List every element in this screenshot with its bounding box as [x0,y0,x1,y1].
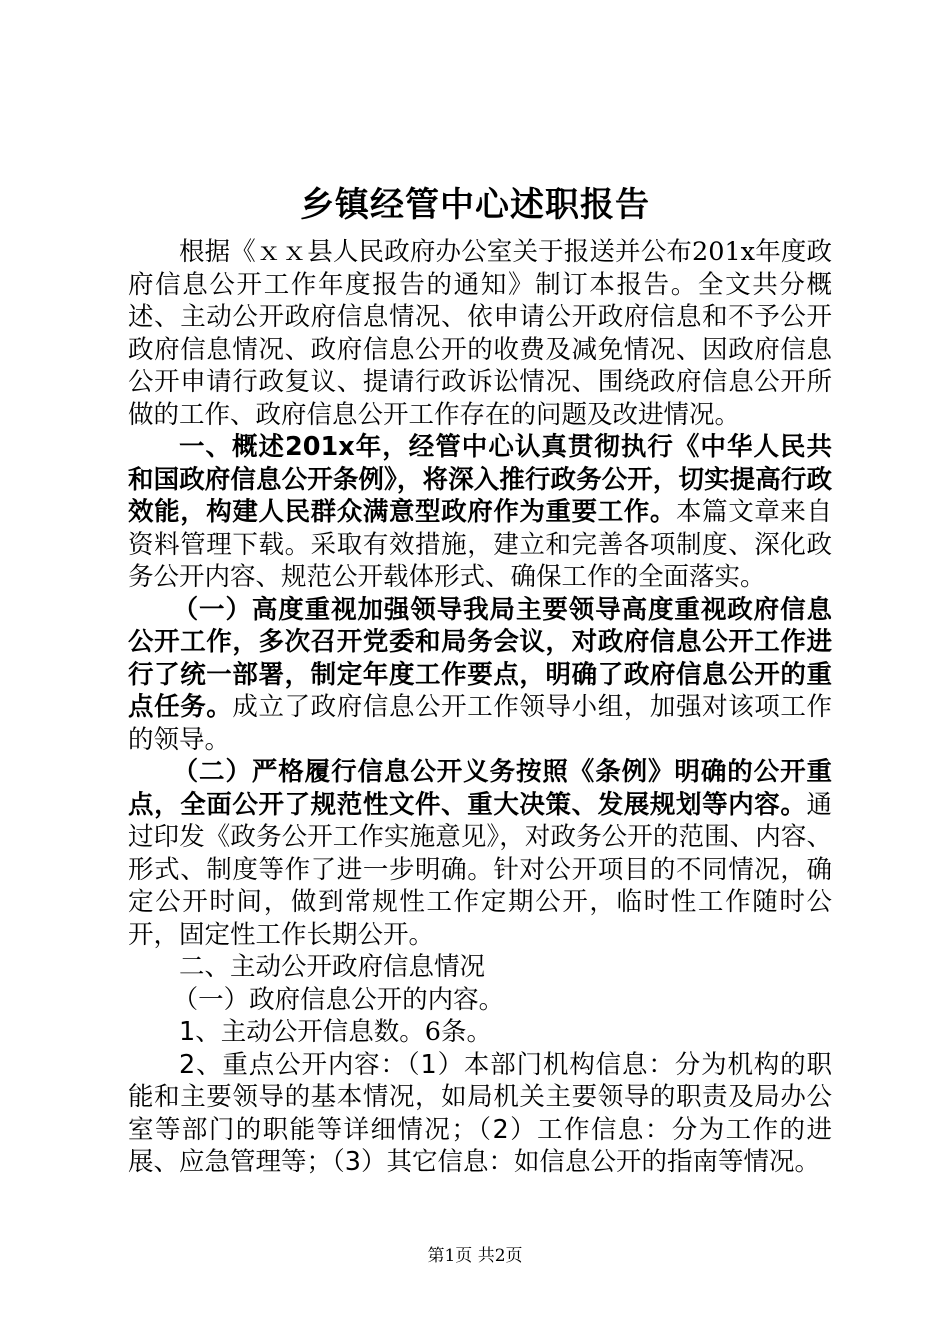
paragraph-item-2 [128,1049,832,1179]
item-2-text: 2、重点公开内容：（1）本部门机构信息：分为机构的职能和主要领导的基本情况，如局机关主要领导的职责及局办公室等部门的职能等详细情况；（2）工作信息：分为工作的进展、应急管理等；（3）其它信息：如信息公开的指南等情况。 [128,1049,832,1177]
section-1-1-body-text: 成立了政府信息公开工作领导小组，加强对该项工作的领导。 [128,692,832,755]
document-body [128,236,832,1179]
overview-body-text: 本篇文章来自资料管理下载。采取有效措施，建立和完善各项制度、深化政务公开内容、规范公开载体形式、确保工作的全面落实。 [128,497,832,592]
paragraph-overview [128,431,832,594]
paragraph-section-1-1 [128,594,832,757]
paragraph-section-2-heading [128,951,832,984]
section-2-1-heading-text: （一）政府信息公开的内容。 [172,984,505,1015]
document-title: 乡镇经管中心述职报告 [300,185,650,225]
section-1-2-body-text: 通过印发《政务公开工作实施意见》，对政务公开的范围、内容、形式、制度等作了进一步明确。针对公开项目的不同情况，确定公开时间，做到常规性工作定期公开，临时性工作随时公开，固定性工作长期公开。 [128,789,832,950]
paragraph-section-1-2 [128,756,832,951]
item-1-label-text: 1、主动公开信息数。 [179,1017,425,1047]
paragraph-intro [128,236,832,431]
page-footer: 第1页 共2页 [427,1246,523,1266]
overview-heading-text: 一、概述201x年，经管中心认真贯彻执行《中华人民共和国政府信息公开条例》，将深入推行政务公开，切实提高行政效能，构建人民群众满意型政府作为重要工作。 [128,432,832,527]
intro-text: 根据《ｘｘ县人民政府办公室关于报送并公布201x年度政府信息公开工作年度报告的通知》制订本报告。全文共分概述、主动公开政府信息情况、依申请公开政府信息和不予公开政府信息情况、政府信息公开的收费及减免情况、因政府信息公开申请行政复议、提请行政诉讼情况、围绕政府信息公开所做的工作、政府信息公开工作存在的问题及改进情况。 [128,237,832,430]
section-2-heading-text: 二、主动公开政府信息情况 [179,952,486,982]
item-1-value-text: 6条。 [424,1017,492,1047]
paragraph-section-2-1 [128,984,832,1017]
paragraph-item-1 [128,1016,832,1049]
section-1-2-heading-text: （二）严格履行信息公开义务按照《条例》明确的公开重点，全面公开了规范性文件、重大决策、发展规划等内容。 [128,757,832,820]
section-1-1-heading-text: （一）高度重视加强领导我局主要领导高度重视政府信息公开工作，多次召开党委和局务会议，对政府信息公开工作进行了统一部署，制定年度工作要点，明确了政府信息公开的重点任务。 [128,594,832,722]
